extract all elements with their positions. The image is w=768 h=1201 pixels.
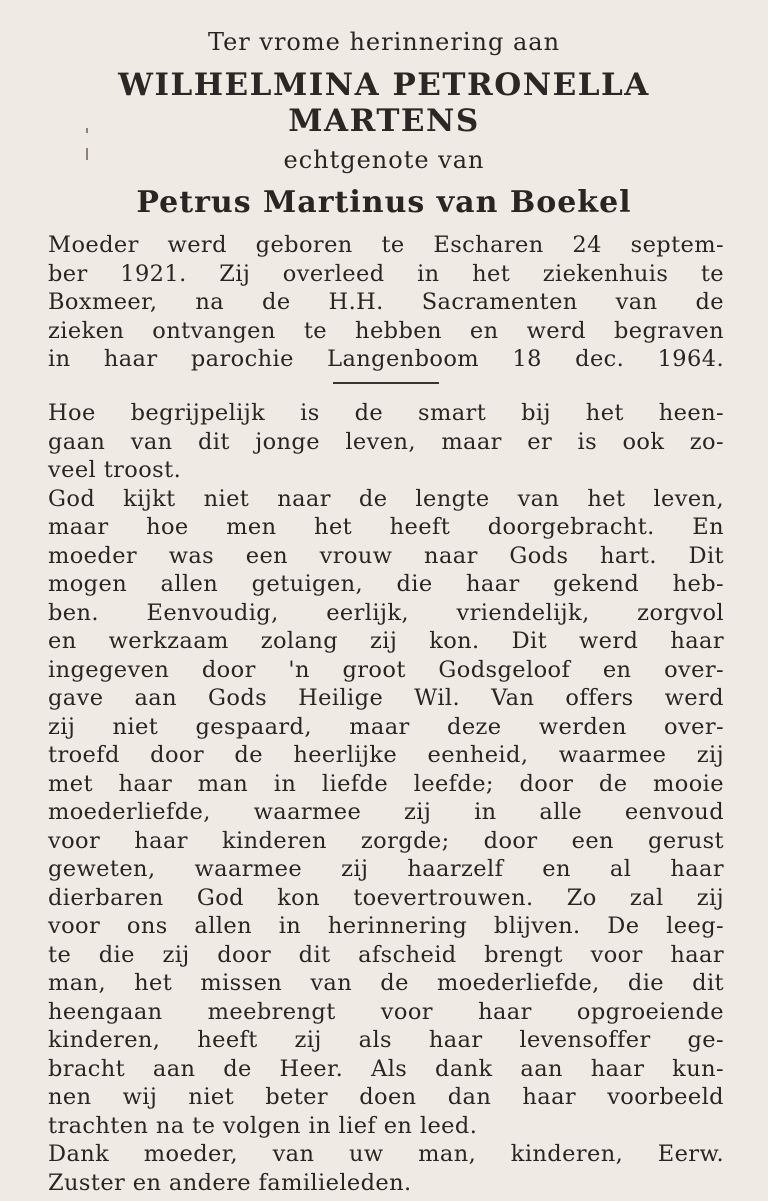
- text-line: Dank moeder, van uw man, kinderen, Eerw.: [48, 1141, 724, 1167]
- text-line: trachten na te volgen in lief en leed.: [48, 1112, 478, 1139]
- bio-line: Moeder werd geboren te Escharen 24 septem-: [48, 232, 724, 258]
- text-line: moeder was een vrouw naar Gods hart. Dit: [48, 542, 724, 569]
- text-line: geweten, waarmee zij haarzelf en al haar: [48, 856, 724, 882]
- text-line: te die zij door dit afscheid brengt voor haar: [48, 941, 724, 968]
- text-line: bracht aan de Heer. Als dank aan haar kun-: [48, 1055, 724, 1082]
- spouse-label: echtgenote van: [283, 146, 485, 174]
- text-line: voor haar kinderen zorgde; door een gerust: [48, 827, 724, 854]
- text-line: veel troost.: [48, 457, 182, 483]
- text-line: Hoe begrijpelijk is de smart bij het heen-: [48, 400, 724, 426]
- text-line: gaan van dit jonge leven, maar er is ook zo-: [48, 428, 724, 455]
- text-line: zij niet gespaard, maar deze werden over-: [48, 713, 724, 740]
- text-line: dierbaren God kon toevertrouwen. Zo zal zij: [48, 884, 724, 911]
- text-line: Zuster en andere familieleden.: [48, 1169, 412, 1196]
- deceased-name-line1: WILHELMINA PETRONELLA: [118, 67, 650, 103]
- text-line: God kijkt niet naar de lengte van het leven,: [48, 485, 724, 512]
- text-line: moederliefde, waarmee zij in alle eenvoud: [48, 799, 724, 825]
- bio-line: Boxmeer, na de H.H. Sacramenten van de: [48, 289, 724, 315]
- text-line: nen wij niet beter doen dan haar voorbeeld: [48, 1084, 724, 1110]
- text-line: heengaan meebrengt voor haar opgroeiende: [48, 998, 724, 1025]
- bio-line: ber 1921. Zij overleed in het ziekenhuis te: [48, 260, 724, 287]
- bio-line: in haar parochie Langenboom 18 dec. 1964.: [48, 346, 724, 372]
- text-line: maar hoe men het heeft doorgebracht. En: [48, 514, 724, 540]
- text-line: en werkzaam zolang zij kon. Dit werd haar: [48, 628, 724, 654]
- text-line: man, het missen van de moederliefde, die dit: [48, 970, 724, 996]
- intro-line: Ter vrome herinnering aan: [207, 28, 561, 56]
- text-line: troefd door de heerlijke eenheid, waarmee zij: [48, 742, 724, 768]
- text-line: mogen allen getuigen, die haar gekend heb-: [48, 571, 724, 597]
- text-line: ingegeven door 'n groot Godsgeloof en over-: [48, 656, 724, 683]
- deceased-name-line2: MARTENS: [288, 103, 480, 139]
- divider-rule: [333, 382, 439, 384]
- bio-line: zieken ontvangen te hebben en werd begraven: [48, 317, 724, 344]
- text-line: gave aan Gods Heilige Wil. Van offers werd: [48, 685, 724, 711]
- text-line: met haar man in liefde leefde; door de mooie: [48, 770, 724, 797]
- text-line: kinderen, heeft zij als haar levensoffer ge-: [48, 1027, 724, 1053]
- text-line: ben. Eenvoudig, eerlijk, vriendelijk, zorgvol: [48, 599, 724, 626]
- text-line: voor ons allen in herinnering blijven. De leeg-: [48, 913, 724, 939]
- spouse-name: Petrus Martinus van Boekel: [136, 185, 632, 220]
